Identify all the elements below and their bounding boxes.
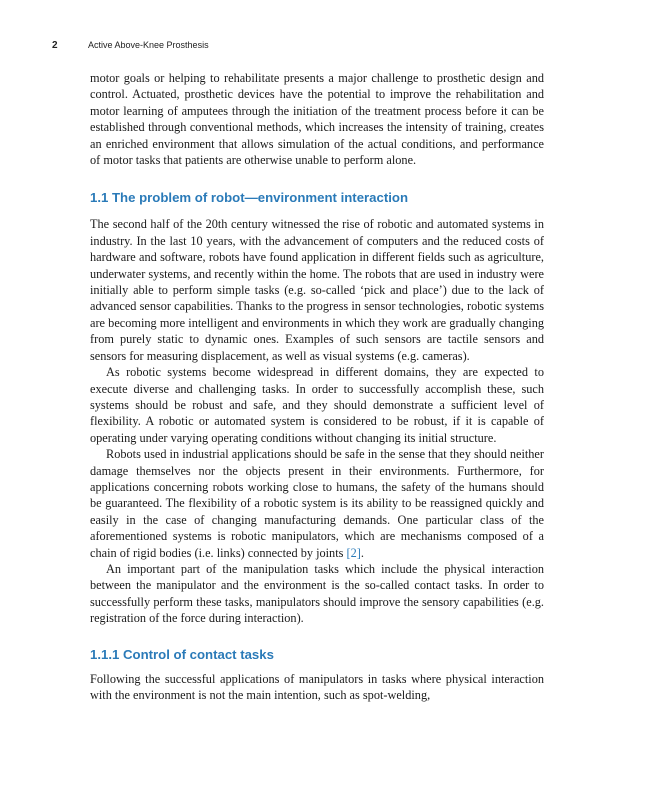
page-number: 2 xyxy=(52,40,58,51)
intro-paragraph: motor goals or helping to rehabilitate presents a major challenge to prosthetic design and control. Actuated, prosthetic devices have the potential to improve the rehabilitation and motor learning of amputees through the initiation of the treatment process before it can be established through conventional methods, which increases the intensity of training, creates an enriched environment that allows simulation of the actual conditions, and performance of motor tasks that patients are otherwise unable to perform alone. xyxy=(90,71,544,168)
paragraph-industrial-safety-end: . xyxy=(360,545,364,560)
section-heading-1-1-1: 1.1.1 Control of contact tasks xyxy=(90,646,274,662)
paragraph-industrial-safety xyxy=(90,446,544,561)
running-header xyxy=(52,40,209,51)
citation-link[interactable]: [2] xyxy=(346,545,361,560)
section-heading-1-1: 1.1 The problem of robot—environment interaction xyxy=(90,190,408,206)
paragraph-robotics-history: The second half of the 20th century witnessed the rise of robotic and automated systems in industry. In the last 10 years, with the advancement of computers and the reduced costs of hardware and software, robots have found application in different fields such as agriculture, underwater systems, and recently within the home. The robots that are used in industry were initially able to perform simple tasks (e.g. so-called ‘pick and place’) due to the lack of advanced sensor capabilities. Thanks to the progress in sensor technologies, robotic systems are becoming more intelligent and environments in which they work are gradually changing from purely static to dynamic ones. Examples of such sensors are tactile sensors and sensors for measuring displacement, as well as visual systems (e.g. cameras). xyxy=(90,217,544,363)
paragraph-industrial-safety-text: Robots used in industrial applications should be safe in the sense that they should neither damage themselves nor the objects present in their environments. Furthermore, for applications concerning robots working close to humans, the safety of the humans should be guaranteed. The flexibility of a robotic system is its ability to be reassigned quickly and easily in the case of changing manufacturing demands. One particular class of the aforementioned systems is robotic manipulators, which are mechanisms composed of a chain of rigid bodies (i.e. links) connected by joints xyxy=(90,447,544,560)
page-body xyxy=(90,70,544,703)
paragraph-contact-tasks: An important part of the manipulation tasks which include the physical interaction between the manipulator and the environment is the so-called contact tasks. In order to successfully perform these tasks, manipulators should improve the sensory capabilities (e.g. registration of the force during interaction). xyxy=(90,561,544,626)
paragraph-control-contact: Following the successful applications of manipulators in tasks where physical interaction with the environment is not the main intention, such as spot-welding, xyxy=(90,671,544,702)
running-title: Active Above-Knee Prosthesis xyxy=(88,40,209,50)
paragraph-robust-safe: As robotic systems become widespread in different domains, they are expected to execute diverse and challenging tasks. In order to successfully accomplish these, such systems should be robust and safe, and they should demonstrate a sufficient level of flexibility. A robotic or automated system is considered to be robust, if it is capable of operating under varying operating conditions without changing its initial structure. xyxy=(90,365,544,445)
